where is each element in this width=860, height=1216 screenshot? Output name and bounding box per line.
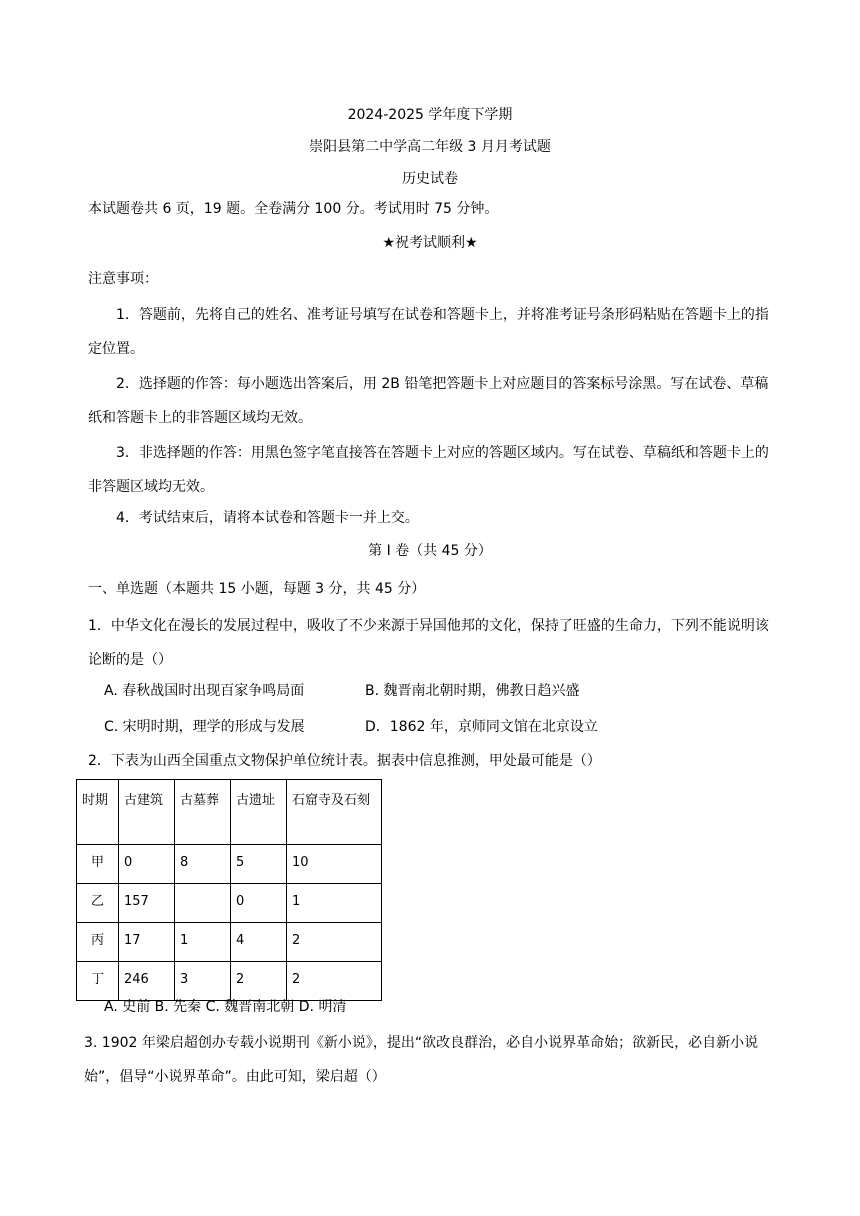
table-row <box>77 845 382 884</box>
table-cell: 5 <box>231 845 287 884</box>
table-cell: 乙 <box>77 884 119 923</box>
exam-title: 崇阳县第二中学高二年级 3 月月考试题 <box>309 139 551 155</box>
notice-item-4: 4．考试结束后，请将本试卷和答题卡一并上交。 <box>116 510 419 526</box>
table-header-cell: 古墓葬 <box>175 780 231 845</box>
part-heading: 一、单选题（本题共 15 小题，每题 3 分，共 45 分） <box>88 581 426 597</box>
notice-item-3: 3．非选择题的作答：用黑色签字笔直接答在答题卡上对应的答题区域内。写在试卷、草稿纸和答题卡上的非答题区域均无效。 <box>88 445 769 495</box>
notice-item-1: 1．答题前，先将自己的姓名、准考证号填写在试卷和答题卡上，并将准考证号条形码粘贴在答题卡上的指定位置。 <box>88 307 769 357</box>
table-cell: 丁 <box>77 962 119 1001</box>
table-cell: 1 <box>287 884 382 923</box>
table-header-cell: 古建筑 <box>119 780 175 845</box>
table-cell: 0 <box>119 845 175 884</box>
table-cell: 4 <box>231 923 287 962</box>
question-1-option-c: C. 宋明时期，理学的形成与发展 <box>104 719 305 735</box>
table-header-cell: 时期 <box>77 780 119 845</box>
relics-table <box>76 779 382 1001</box>
notice-title: 注意事项： <box>88 271 158 287</box>
notice-item-2: 2．选择题的作答：每小题选出答案后，用 2B 铅笔把答题卡上对应题目的答案标号涂黑。写在试卷、草稿纸和答题卡上的非答题区域均无效。 <box>88 376 769 426</box>
table-cell: 1 <box>175 923 231 962</box>
blessing: ★祝考试顺利★ <box>382 235 478 251</box>
table-row <box>77 962 382 1001</box>
table-cell: 2 <box>287 923 382 962</box>
table-cell: 157 <box>119 884 175 923</box>
question-1-option-d: D．1862 年，京师同文馆在北京设立 <box>365 719 598 735</box>
table-cell: 甲 <box>77 845 119 884</box>
table-cell: 2 <box>231 962 287 1001</box>
table-header-cell: 石窟寺及石刻 <box>287 780 382 845</box>
table-cell: 3 <box>175 962 231 1001</box>
table-header-cell: 古遗址 <box>231 780 287 845</box>
question-2-stem: 2．下表为山西全国重点文物保护单位统计表。据表中信息推测，甲处最可能是（） <box>88 753 601 769</box>
question-1-stem: 1．中华文化在漫长的发展过程中，吸收了不少来源于异国他邦的文化，保持了旺盛的生命力，下列不能说明该论断的是（） <box>88 618 769 668</box>
subject-title: 历史试卷 <box>402 171 458 187</box>
question-1-option-a: A. 春秋战国时出现百家争鸣局面 <box>104 683 305 699</box>
question-3-stem: 3. 1902 年梁启超创办专载小说期刊《新小说》，提出“欲改良群治，必自小说界革命始；欲新民，必自新小说始”，倡导“小说界革命”。由此可知，梁启超（） <box>84 1035 759 1085</box>
table-cell: 0 <box>231 884 287 923</box>
table-cell: 10 <box>287 845 382 884</box>
table-header-row <box>77 780 382 845</box>
table-cell <box>175 884 231 923</box>
table-cell: 246 <box>119 962 175 1001</box>
table-row <box>77 923 382 962</box>
question-2-options: A. 史前 B. 先秦 C. 魏晋南北朝 D. 明清 <box>104 999 347 1015</box>
table-cell: 17 <box>119 923 175 962</box>
table-cell: 8 <box>175 845 231 884</box>
table-cell: 2 <box>287 962 382 1001</box>
table-row <box>77 884 382 923</box>
table-cell: 丙 <box>77 923 119 962</box>
exam-term: 2024-2025 学年度下学期 <box>347 107 513 123</box>
question-1-option-b: B. 魏晋南北朝时期，佛教日趋兴盛 <box>365 683 580 699</box>
exam-intro: 本试题卷共 6 页，19 题。全卷满分 100 分。考试用时 75 分钟。 <box>88 201 499 217</box>
section-title: 第 I 卷（共 45 分） <box>368 543 492 559</box>
